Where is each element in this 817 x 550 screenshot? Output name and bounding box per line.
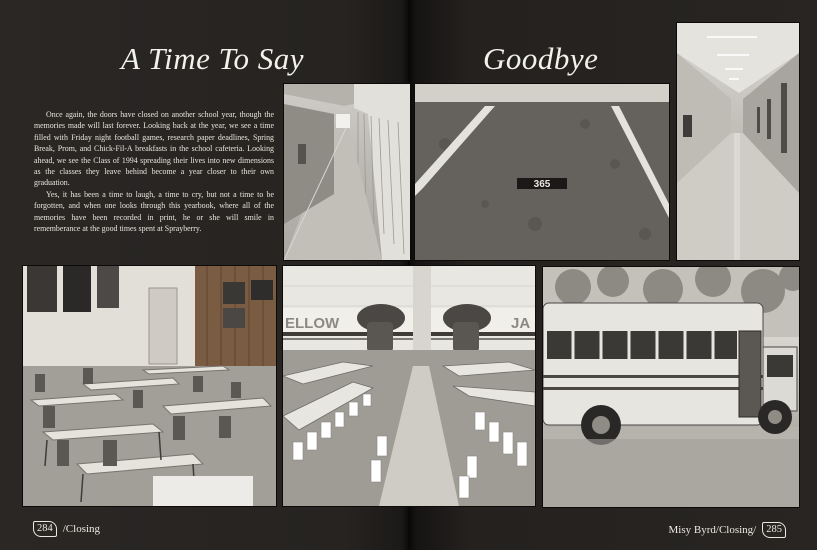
- photo-parking-space: [414, 83, 670, 261]
- photo-classroom: [22, 265, 277, 507]
- headline-left: A Time To Say: [121, 41, 305, 76]
- body-paragraph-1: Once again, the doors have closed on another school year, though the memories made will last forever. Looking back at the year, we see a time filled with Friday night football games, research paper deadlines, Spring Break, Prom, and Chick-Fil-A breakfasts in the school cafeteria. Looking ahead, we see the Class of 1994 spreading their lives into new dimensions as the classes they leave behind become a year closer to their own graduation.: [34, 110, 274, 188]
- folio-label-left: /Closing: [62, 523, 101, 535]
- photo-school-bus: [542, 266, 800, 508]
- body-paragraph-2: Yes, it has been a time to laugh, a time to cry, but not a time to be forgotten, and when one looks through this yearbook, where all of the memories have been recorded in print, he or she will smile in rememberance at the good times spent at Sprayberry.: [34, 189, 274, 234]
- folio-label-right: Misy Byrd/Closing/: [668, 524, 757, 536]
- photo-hallway-long: [676, 22, 800, 261]
- page-number-right: 285: [762, 522, 786, 538]
- cafeteria-wall-text-left: ELLOW: [285, 315, 340, 332]
- page-number-left: 284: [33, 521, 57, 537]
- body-copy: [34, 109, 274, 234]
- photo-cafeteria: [282, 265, 536, 507]
- headline-right: Goodbye: [483, 41, 599, 76]
- folio-right: [669, 522, 786, 538]
- cafeteria-wall-text-right: JA: [511, 315, 531, 332]
- parking-space-number: 365: [533, 179, 551, 190]
- photo-hallway-lockers: [283, 83, 411, 261]
- folio-left: [33, 521, 100, 537]
